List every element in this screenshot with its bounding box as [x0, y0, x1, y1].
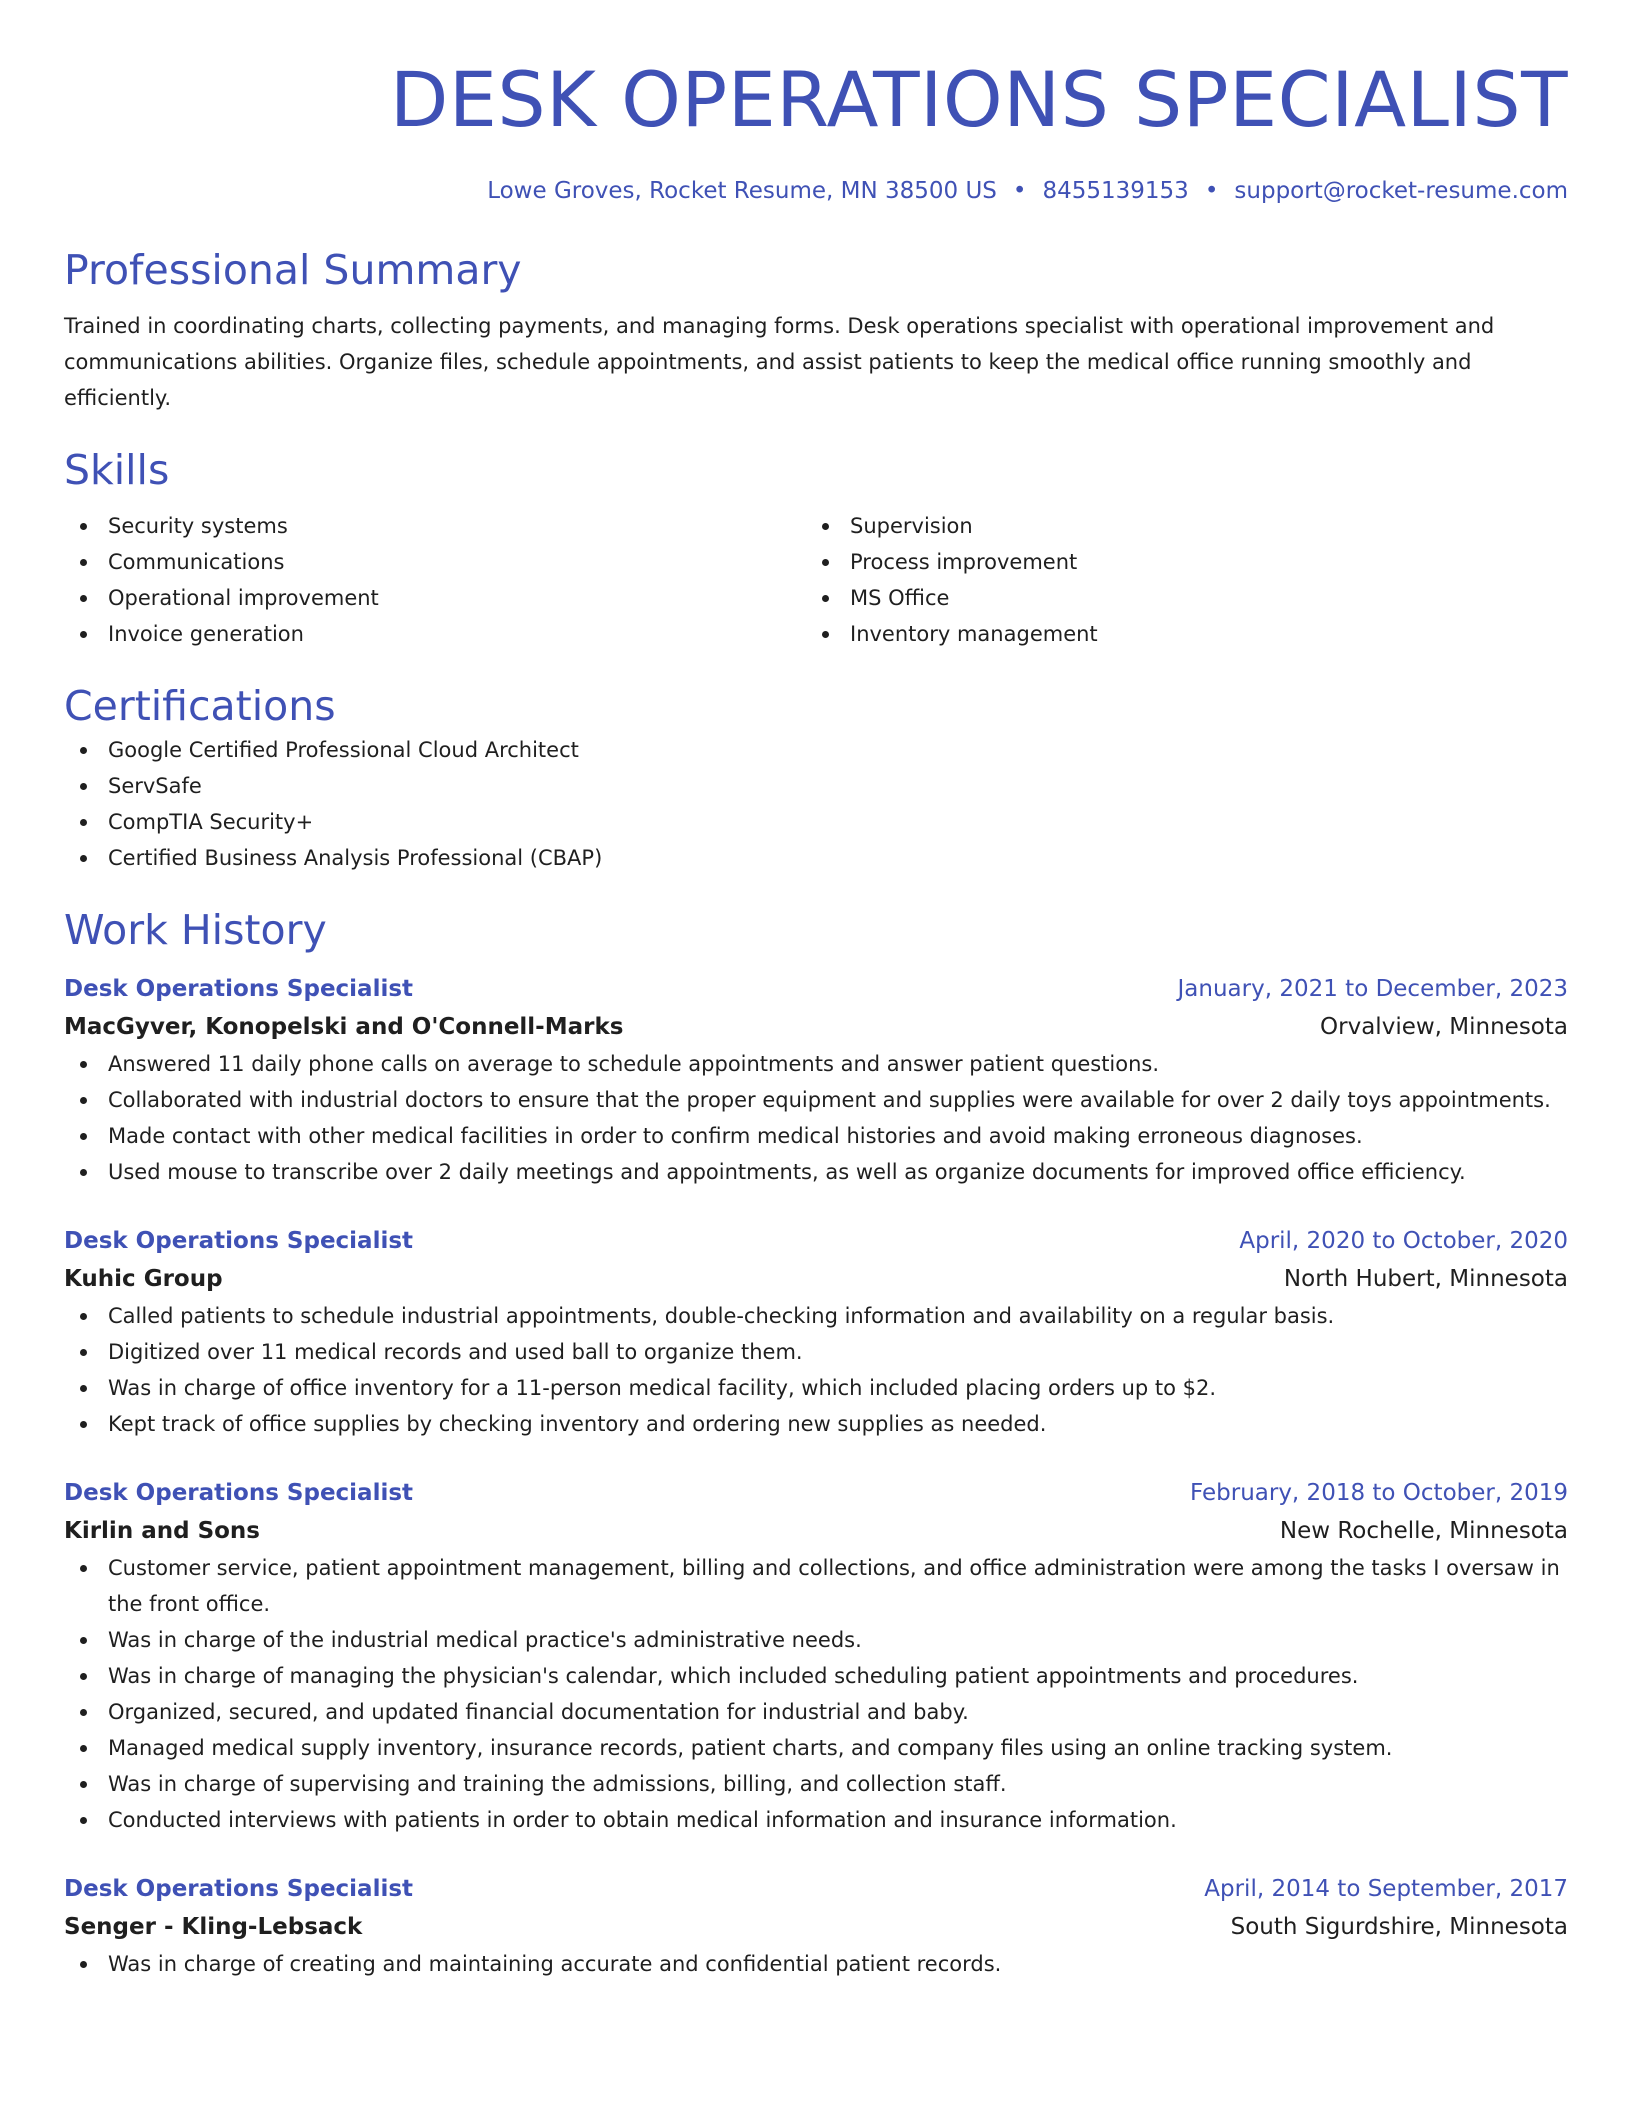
job-company: Senger - Kling-Lebsack	[64, 1914, 363, 1940]
job-bullet: Was in charge of managing the physician's calendar, which included scheduling patient appointments and procedures.	[64, 1658, 1568, 1694]
job-bullet: Organized, secured, and updated financial documentation for industrial and baby.	[64, 1694, 1568, 1730]
certifications-list	[64, 732, 1568, 876]
skill-item: Process improvement	[806, 544, 1548, 580]
job-bullet: Collaborated with industrial doctors to ensure that the proper equipment and supplies were available for over 2 daily toys appointments.	[64, 1082, 1568, 1118]
skills-heading: Skills	[64, 446, 170, 494]
job-bullet: Managed medical supply inventory, insurance records, patient charts, and company files using an online tracking system.	[64, 1730, 1568, 1766]
resume-header	[64, 50, 1568, 206]
skill-item: Operational improvement	[64, 580, 806, 616]
summary-text: Trained in coordinating charts, collecting payments, and managing forms. Desk operations specialist with operational improvement and communications abilities. Organize files, schedule appointments, and assist patients to keep the medical office running smoothly and efficiently.	[64, 314, 1495, 410]
contact-address: Lowe Groves, Rocket Resume, MN 38500 US	[487, 178, 997, 204]
contact-line	[64, 176, 1568, 206]
job-entry	[64, 1870, 1568, 1982]
contact-separator: •	[1012, 178, 1027, 204]
job-bullet: Called patients to schedule industrial appointments, double-checking information and availability on a regular basis.	[64, 1298, 1568, 1334]
job-company: Kirlin and Sons	[64, 1518, 260, 1544]
summary-heading: Professional Summary	[64, 246, 522, 294]
certification-item: Google Certified Professional Cloud Architect	[64, 732, 1568, 768]
job-entry	[64, 970, 1568, 1190]
job-bullets	[64, 1946, 1568, 1982]
skills-grid	[64, 508, 1568, 652]
job-location: Orvalview, Minnesota	[1320, 1014, 1568, 1040]
certification-item: CompTIA Security+	[64, 804, 1568, 840]
job-dates: January, 2021 to December, 2023	[1177, 976, 1568, 1002]
job-company: Kuhic Group	[64, 1266, 223, 1292]
job-dates: February, 2018 to October, 2019	[1190, 1480, 1568, 1506]
job-dates: April, 2014 to September, 2017	[1204, 1876, 1568, 1902]
certification-item: Certified Business Analysis Professional (CBAP)	[64, 840, 1568, 876]
job-dates: April, 2020 to October, 2020	[1239, 1228, 1568, 1254]
contact-email: support@rocket-resume.com	[1234, 178, 1568, 204]
contact-phone: 8455139153	[1042, 178, 1189, 204]
job-title: Desk Operations Specialist	[64, 976, 414, 1002]
job-title: Desk Operations Specialist	[64, 1480, 414, 1506]
job-bullet: Digitized over 11 medical records and used ball to organize them.	[64, 1334, 1568, 1370]
job-bullet: Used mouse to transcribe over 2 daily meetings and appointments, as well as organize documents for improved office efficiency.	[64, 1154, 1568, 1190]
job-location: North Hubert, Minnesota	[1283, 1266, 1568, 1292]
job-bullets	[64, 1046, 1568, 1190]
job-bullets	[64, 1298, 1568, 1442]
resume-name: DESK OPERATIONS SPECIALIST	[389, 55, 1568, 144]
job-bullet: Was in charge of creating and maintaining accurate and confidential patient records.	[64, 1946, 1568, 1982]
job-title: Desk Operations Specialist	[64, 1876, 414, 1902]
job-company: MacGyver, Konopelski and O'Connell-Marks	[64, 1014, 624, 1040]
job-bullet: Was in charge of supervising and training the admissions, billing, and collection staff.	[64, 1766, 1568, 1802]
job-bullet: Answered 11 daily phone calls on average to schedule appointments and answer patient questions.	[64, 1046, 1568, 1082]
skill-item: Communications	[64, 544, 806, 580]
skill-item: Invoice generation	[64, 616, 806, 652]
job-bullet: Conducted interviews with patients in order to obtain medical information and insurance information.	[64, 1802, 1568, 1838]
job-location: New Rochelle, Minnesota	[1279, 1518, 1568, 1544]
contact-separator: •	[1204, 178, 1219, 204]
skill-item: MS Office	[806, 580, 1548, 616]
skills-list-right	[806, 508, 1548, 652]
job-bullet: Made contact with other medical facilities in order to confirm medical histories and avoid making erroneous diagnoses.	[64, 1118, 1568, 1154]
job-bullet: Was in charge of office inventory for a 11-person medical facility, which included placing orders up to $2.	[64, 1370, 1568, 1406]
job-bullet: Kept track of office supplies by checking inventory and ordering new supplies as needed.	[64, 1406, 1568, 1442]
certification-item: ServSafe	[64, 768, 1568, 804]
job-bullet: Customer service, patient appointment management, billing and collections, and office administration were among the tasks I oversaw in the front office.	[64, 1550, 1568, 1622]
skill-item: Security systems	[64, 508, 806, 544]
job-bullet: Was in charge of the industrial medical practice's administrative needs.	[64, 1622, 1568, 1658]
job-entry	[64, 1222, 1568, 1442]
job-title: Desk Operations Specialist	[64, 1228, 414, 1254]
job-bullets	[64, 1550, 1568, 1838]
skills-list-left	[64, 508, 806, 652]
skill-item: Inventory management	[806, 616, 1548, 652]
work-history-heading: Work History	[64, 906, 327, 954]
job-location: South Sigurdshire, Minnesota	[1230, 1914, 1568, 1940]
skill-item: Supervision	[806, 508, 1548, 544]
job-entry	[64, 1474, 1568, 1838]
certifications-heading: Certifications	[64, 682, 336, 730]
